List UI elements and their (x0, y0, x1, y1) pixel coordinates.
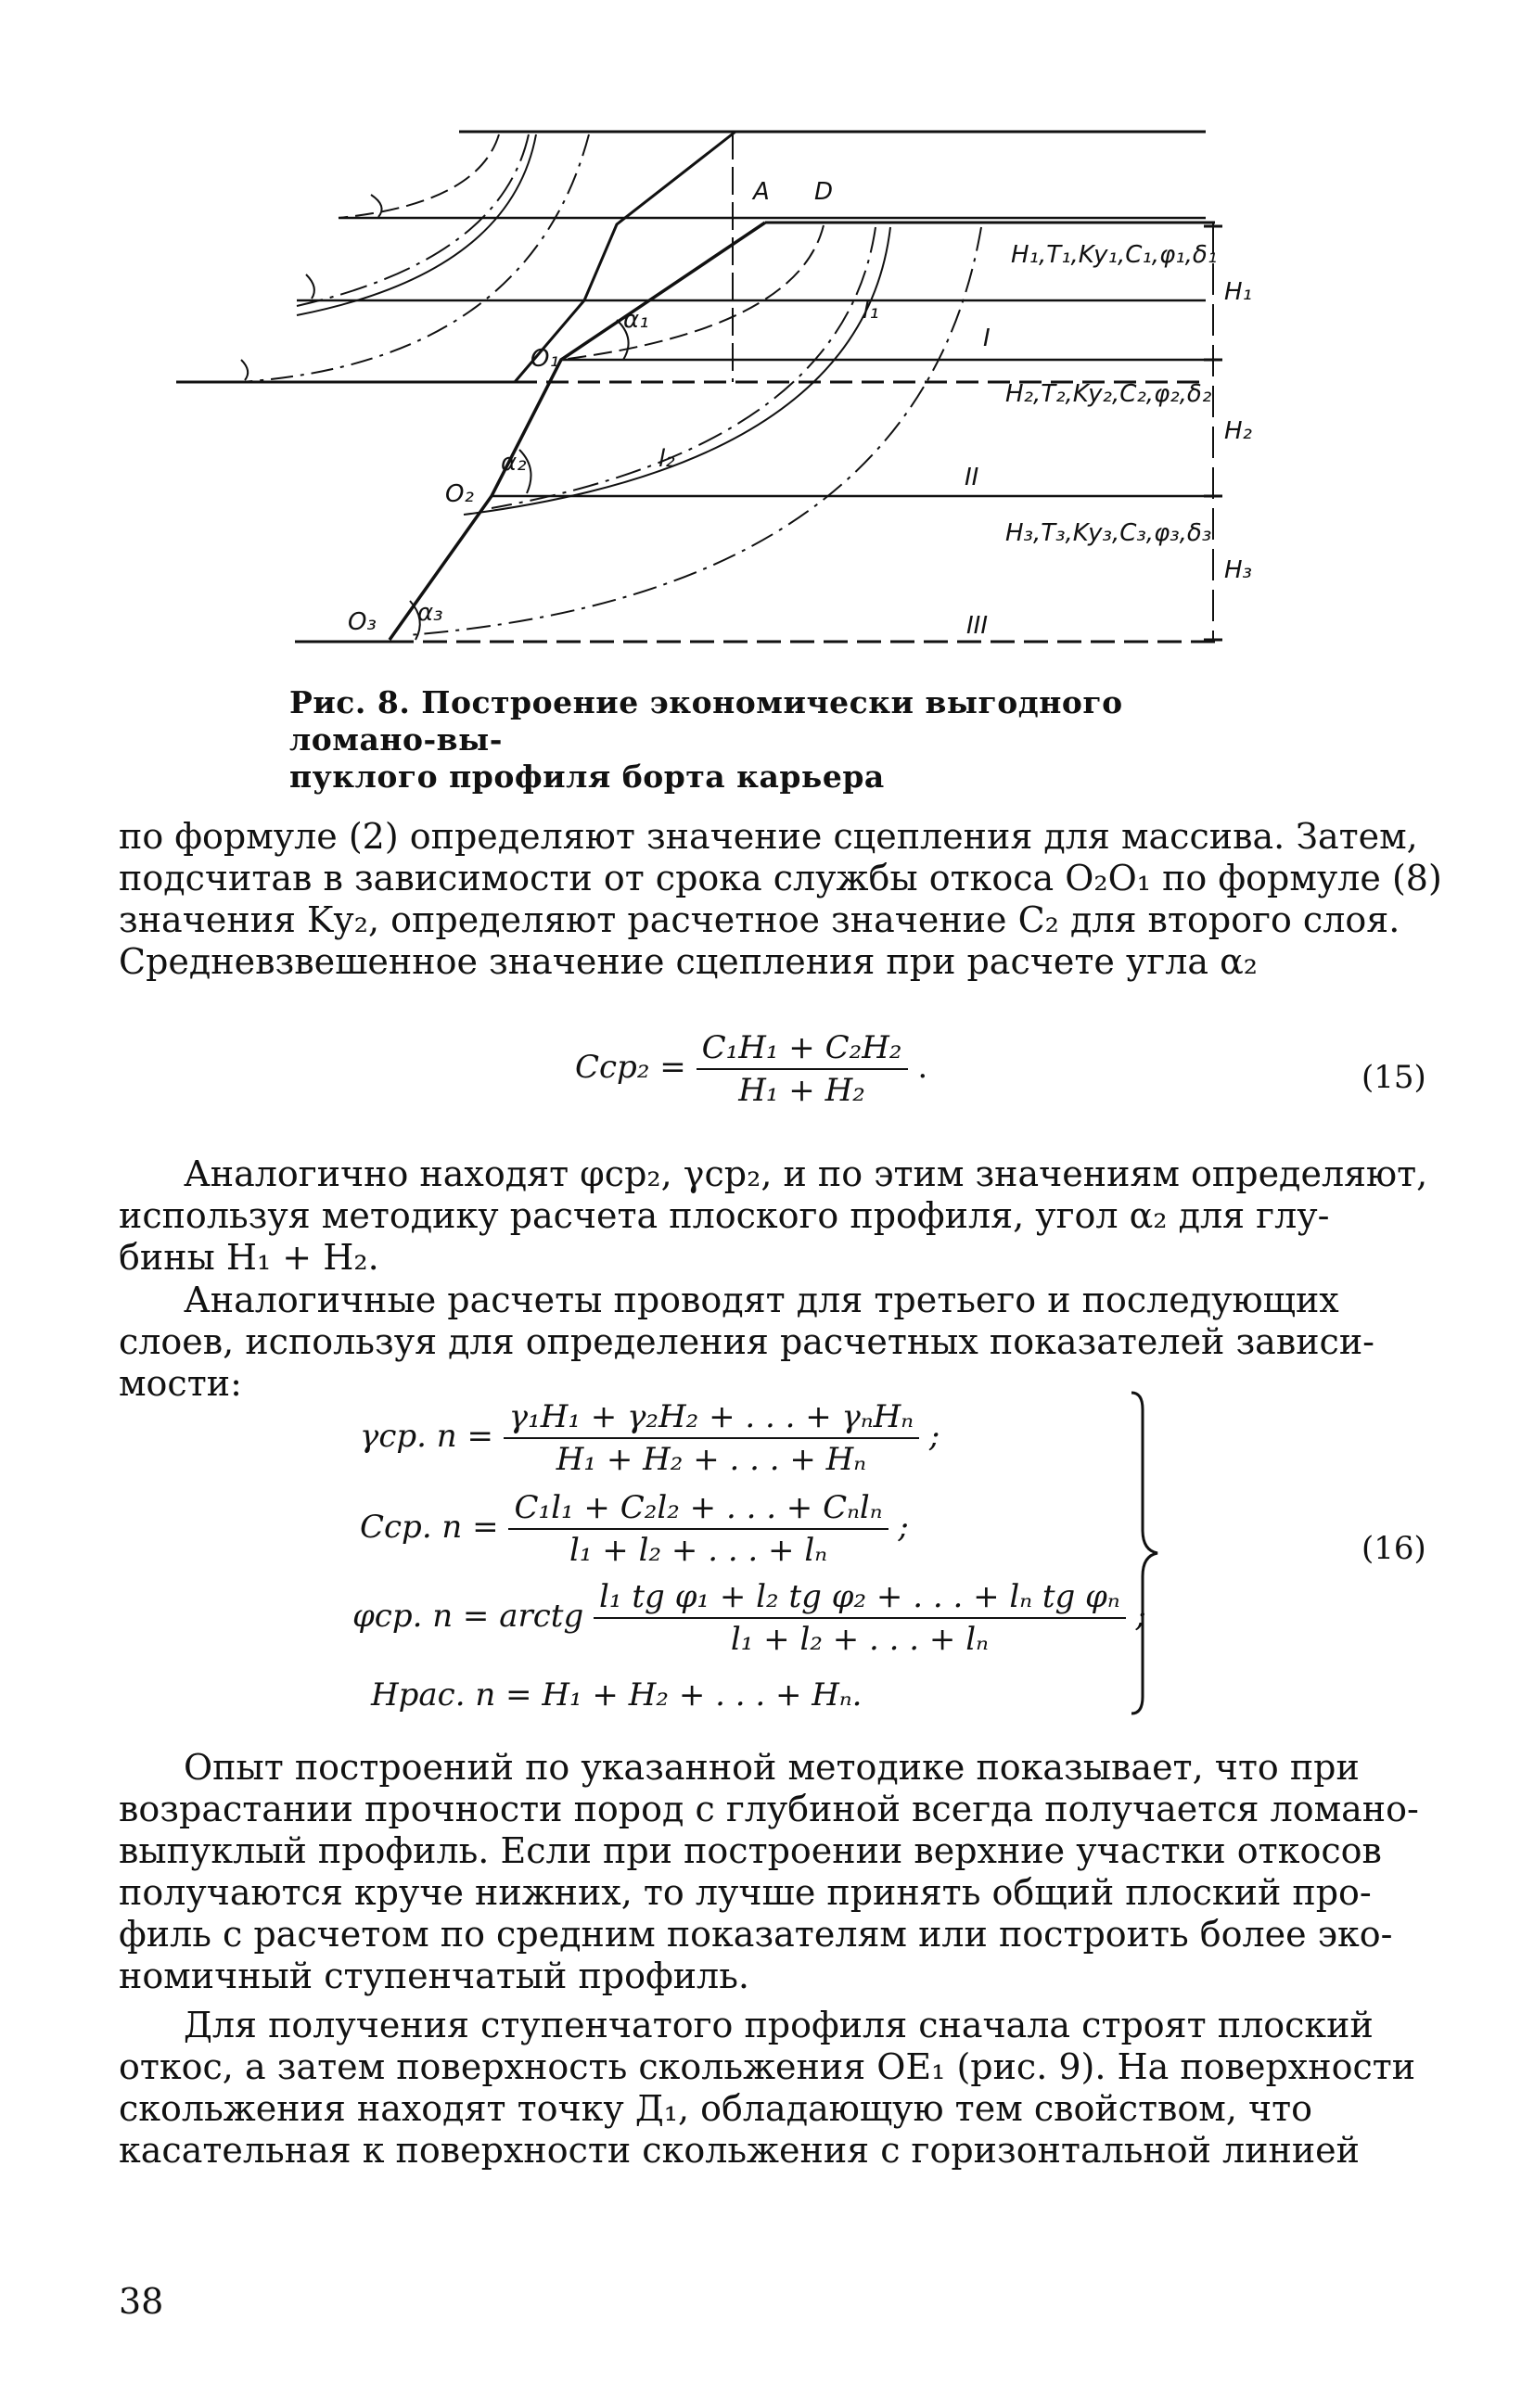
label-O1: O₁ (531, 345, 559, 373)
text-line: филь с расчетом по средним показателям или построить более эко- (119, 1914, 1393, 1955)
paragraph-1 (119, 816, 1442, 983)
eq16-gamma-fraction (504, 1398, 919, 1478)
layer-2-params: H₂,T₂,Ky₂,C₂,φ₂,δ₂ (1005, 380, 1212, 408)
label-II: II (965, 464, 979, 491)
eq16-c-semicolon: ; (898, 1509, 909, 1546)
page-number: 38 (119, 2281, 164, 2322)
text-line: бины H₁ + H₂. (119, 1237, 379, 1278)
paragraph-2 (119, 1153, 1428, 1279)
label-l1: l₁ (863, 297, 879, 325)
label-D: D (814, 178, 834, 206)
layer-1-params: H₁,T₁,Ky₁,C₁,φ₁,δ₁ (1011, 241, 1218, 269)
eq16-gamma-den: H₁ + H₂ + . . . + Hₙ (556, 1441, 867, 1478)
text-line: используя методику расчета плоского профиля, угол α₂ для глу- (119, 1195, 1330, 1236)
eq16-phi-num: l₁ tg φ₁ + l₂ tg φ₂ + . . . + lₙ tg φₙ (594, 1578, 1126, 1619)
eq15-fraction (697, 1029, 908, 1109)
text-line: возрастании прочности пород с глубиной всегда получается ломано- (119, 1789, 1419, 1829)
text-line: Для получения ступенчатого профиля сначала строят плоский (184, 2005, 1374, 2045)
eq16-gamma-num: γ₁H₁ + γ₂H₂ + . . . + γₙHₙ (504, 1398, 919, 1439)
paragraph-5 (119, 2005, 1415, 2172)
label-H3: H₃ (1224, 556, 1252, 584)
equation-16-number: (16) (1361, 1530, 1426, 1567)
text-line: Опыт построений по указанной методике показывает, что при (184, 1747, 1360, 1788)
text-line: Аналогично находят φср₂, γср₂, и по этим значениям определяют, (184, 1153, 1428, 1194)
text-line: слоев, используя для определения расчетных показателей зависи- (119, 1321, 1375, 1362)
figure-drawing (0, 0, 1534, 705)
equation-15-number: (15) (1361, 1059, 1426, 1096)
figure-8 (278, 178, 1261, 668)
paragraph-4 (119, 1747, 1419, 1997)
label-alpha1: α₁ (623, 306, 649, 334)
paragraph-3 (119, 1280, 1415, 1405)
eq16-c-den: l₁ + l₂ + . . . + lₙ (569, 1532, 827, 1569)
label-alpha2: α₂ (501, 449, 527, 477)
text-line: подсчитав в зависимости от срока службы откоса O₂O₁ по формуле (8) (119, 858, 1442, 898)
eq16-gamma-semicolon: ; (928, 1418, 940, 1455)
label-I: I (983, 325, 991, 352)
text-line: получаются круче нижних, то лучше принять общий плоский про- (119, 1872, 1372, 1913)
text-line: Аналогичные расчеты проводят для третьего и последующих (184, 1280, 1339, 1320)
eq16-brace (1122, 1391, 1178, 1715)
eq16-phi-lhs: φср. п = arctg (352, 1598, 584, 1635)
label-H2: H₂ (1224, 417, 1252, 445)
label-H1: H₁ (1224, 278, 1252, 306)
eq16-phi-fraction (594, 1578, 1126, 1658)
eq16-h: Hрас. п = H₁ + H₂ + . . . + Hₙ. (371, 1676, 863, 1714)
label-A: A (753, 178, 770, 206)
text-line: откос, а затем поверхность скольжения OE₁ (рис. 9). На поверхности (119, 2046, 1416, 2087)
eq16-phi-semicolon: ; (1135, 1598, 1146, 1635)
eq16-c (360, 1489, 909, 1569)
eq16-c-fraction (508, 1489, 888, 1569)
eq16-phi-den: l₁ + l₂ + . . . + lₙ (730, 1621, 989, 1658)
equation-15 (575, 1029, 927, 1109)
eq15-lhs: Cср₂ = (575, 1049, 686, 1086)
eq15-tail: . (917, 1049, 928, 1086)
text-line: касательная к поверхности скольжения с горизонтальной линией (119, 2130, 1360, 2171)
eq16-c-num: C₁l₁ + C₂l₂ + . . . + Cₙlₙ (508, 1489, 888, 1530)
eq16-gamma-lhs: γср. п = (360, 1418, 493, 1455)
caption-line-2: пуклого профиля борта карьера (289, 758, 885, 795)
text-line: выпуклый профиль. Если при построении верхние участки откосов (119, 1830, 1382, 1871)
text-line: по формуле (2) определяют значение сцепления для массива. Затем, (119, 816, 1418, 857)
eq16-c-lhs: Cср. п = (360, 1509, 499, 1546)
text-line: мости: (119, 1363, 242, 1404)
label-O2: O₂ (445, 480, 474, 508)
eq15-denominator: H₁ + H₂ (738, 1072, 865, 1109)
eq15-numerator: C₁H₁ + C₂H₂ (697, 1029, 908, 1070)
text-line: Средневзвешенное значение сцепления при расчете угла α₂ (119, 941, 1258, 982)
text-line: значения Kу₂, определяют расчетное значение C₂ для второго слоя. (119, 899, 1400, 940)
caption-line-1: Рис. 8. Построение экономически выгодного ломано-вы- (289, 684, 1123, 758)
text-line: номичный ступенчатый профиль. (119, 1956, 749, 1996)
label-alpha3: α₃ (417, 599, 443, 627)
label-O3: O₃ (348, 608, 377, 636)
figure-caption (289, 684, 1254, 796)
eq16-phi (352, 1578, 1146, 1658)
label-l2: l₂ (658, 445, 675, 473)
label-III: III (966, 612, 989, 640)
layer-3-params: H₃,T₃,Ky₃,C₃,φ₃,δ₃ (1005, 519, 1212, 547)
eq16-gamma (360, 1398, 940, 1478)
text-line: скольжения находят точку Д₁, обладающую тем свойством, что (119, 2088, 1313, 2129)
